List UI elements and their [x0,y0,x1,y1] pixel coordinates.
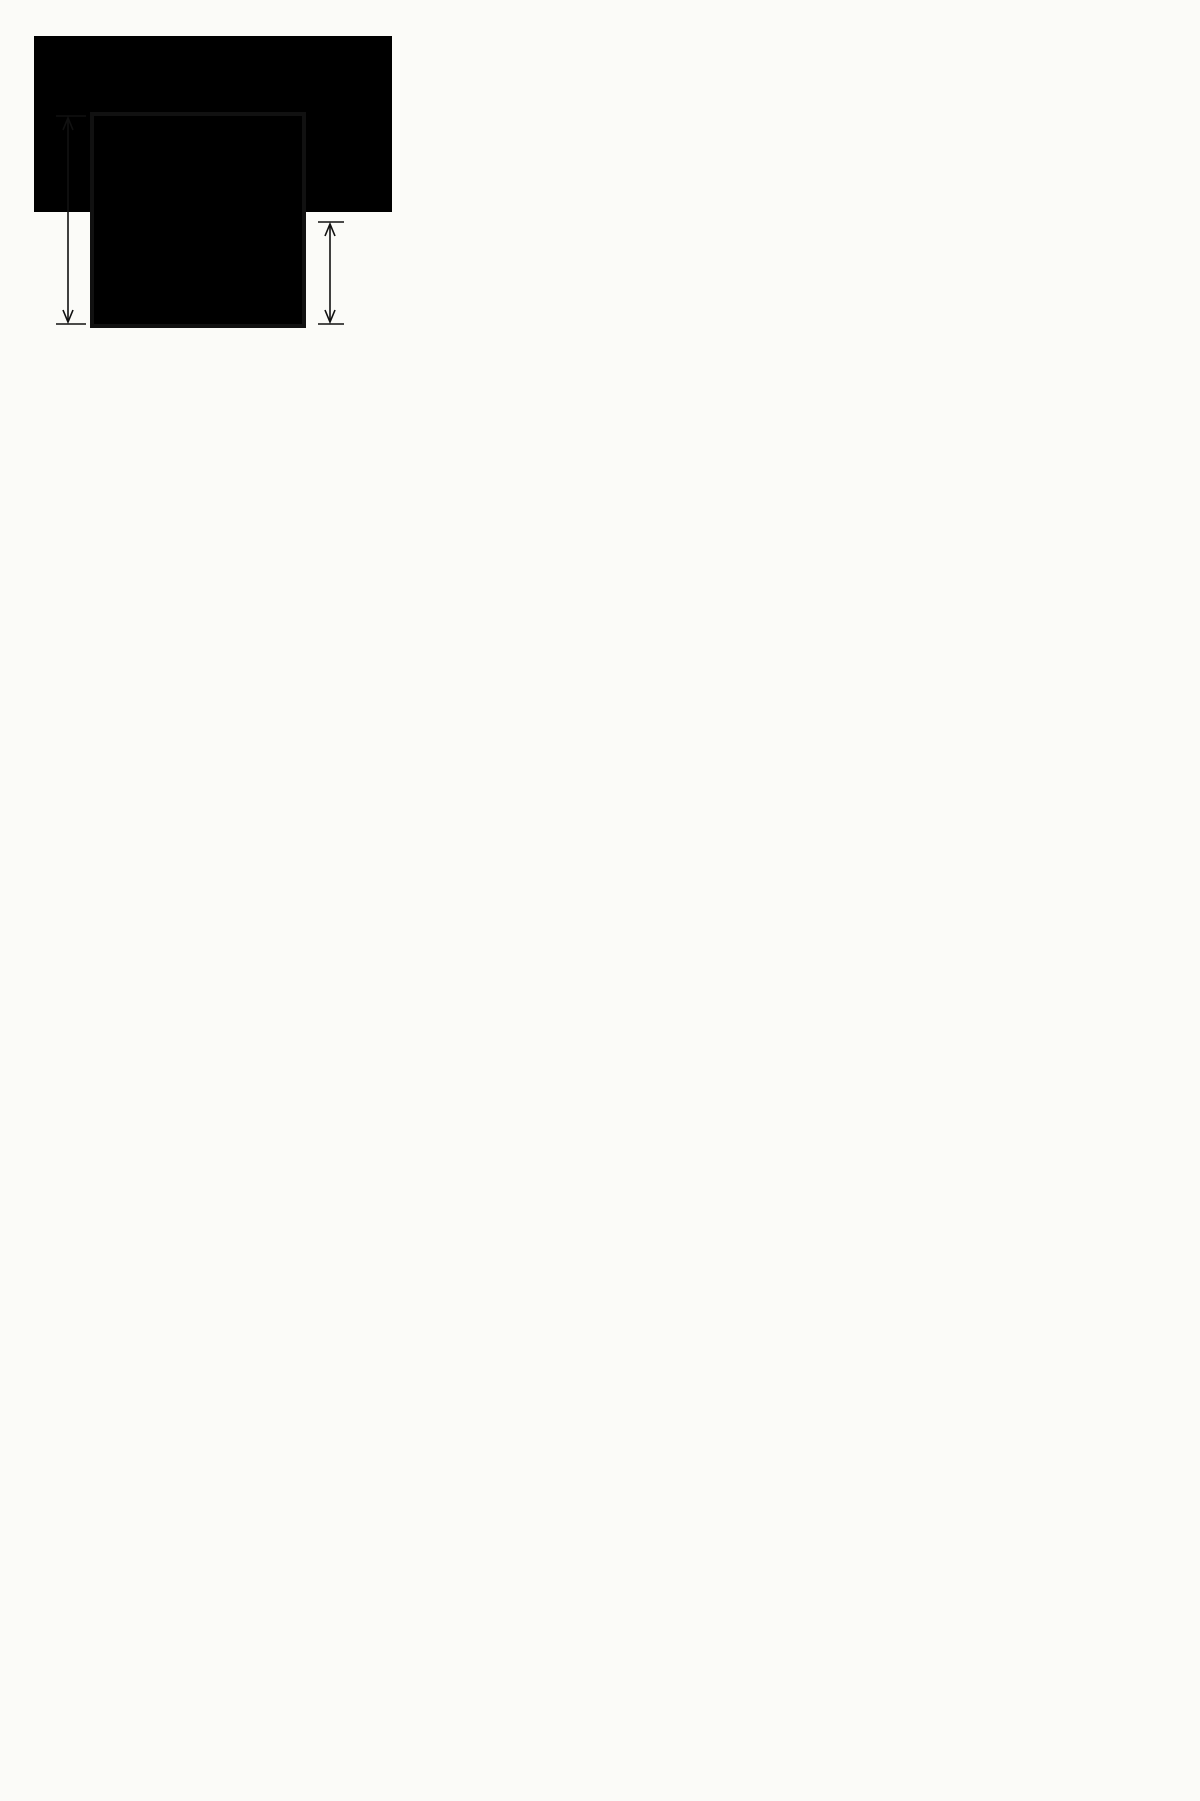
cube-on-mercury-diagram [34,36,392,468]
steel-cube [92,114,304,326]
figure-11 [34,36,392,468]
dimension-x [318,222,344,324]
